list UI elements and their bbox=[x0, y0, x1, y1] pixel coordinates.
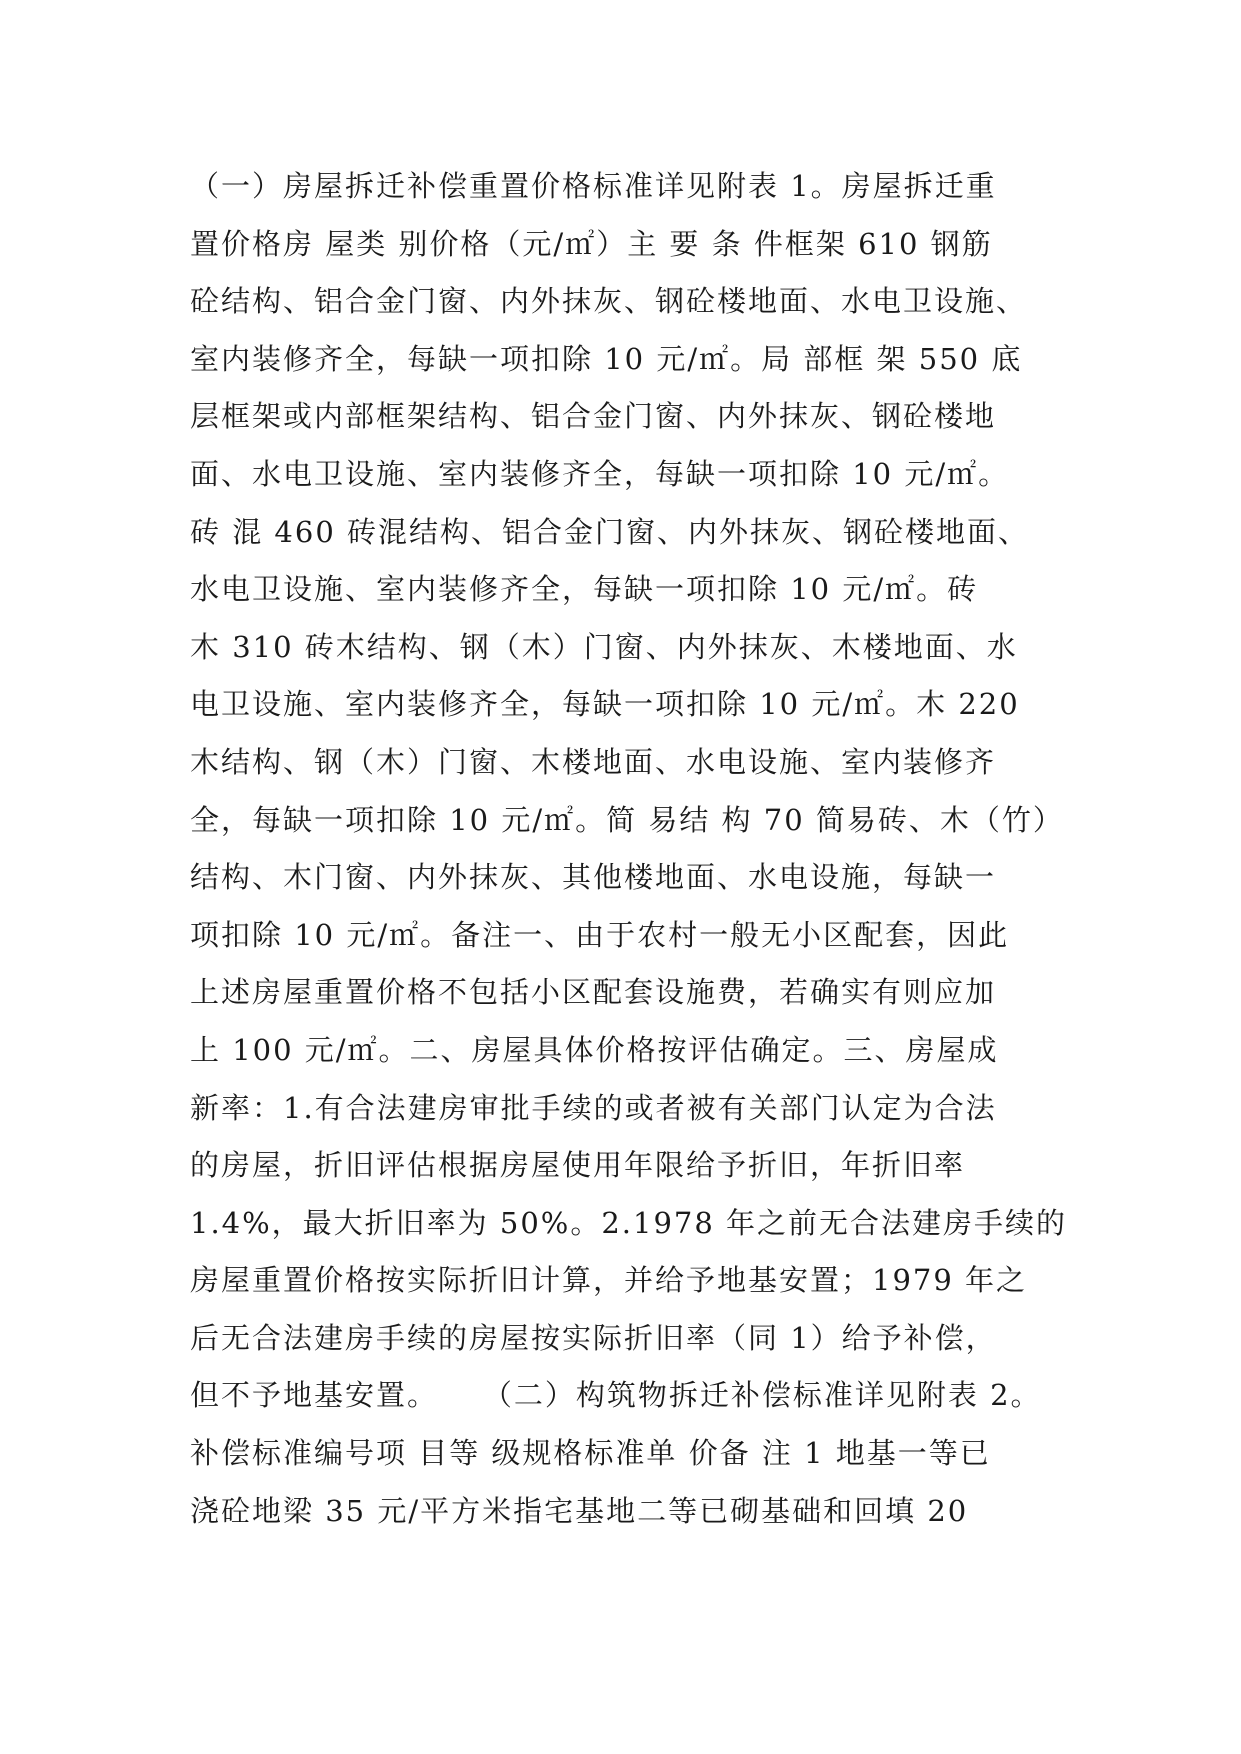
text-line: 补偿标准编号项 目等 级规格标准单 价备 注 1 地基一等已 bbox=[190, 1436, 991, 1471]
text-line: 砼结构、铝合金门窗、内外抹灰、钢砼楼地面、水电卫设施、 bbox=[190, 284, 1028, 319]
text-line: 面、水电卫设施、室内装修齐全，每缺一项扣除 10 元/㎡。 bbox=[190, 456, 1010, 491]
text-line: 新率：1.有合法建房审批手续的或者被有关部门认定为合法 bbox=[190, 1090, 997, 1125]
body-text bbox=[190, 158, 1090, 1540]
text-line: 水电卫设施、室内装修齐全，每缺一项扣除 10 元/㎡。砖 bbox=[190, 572, 979, 607]
text-line: 房屋重置价格按实际折旧计算，并给予地基安置；1979 年之 bbox=[190, 1263, 1028, 1298]
text-line: 浇砼地梁 35 元/平方米指宅基地二等已砌基础和回填 20 bbox=[190, 1493, 969, 1528]
text-line: 后无合法建房手续的房屋按实际折旧率（同 1）给予补偿， bbox=[190, 1320, 997, 1355]
text-line: 全，每缺一项扣除 10 元/㎡。简 易结 构 70 简易砖、木（竹） bbox=[190, 802, 1064, 837]
text-line: 上 100 元/㎡。二、房屋具体价格按评估确定。三、房屋成 bbox=[190, 1032, 999, 1067]
text-line: 木 310 砖木结构、钢（木）门窗、内外抹灰、木楼地面、水 bbox=[190, 629, 1018, 664]
text-line: （一）房屋拆迁补偿重置价格标准详见附表 1。房屋拆迁重 bbox=[190, 169, 997, 203]
text-line: 的房屋，折旧评估根据房屋使用年限给予折旧，年折旧率 bbox=[190, 1148, 966, 1183]
text-line: 木结构、钢（木）门窗、木楼地面、水电设施、室内装修齐 bbox=[190, 744, 997, 779]
text-line: 1.4%，最大折旧率为 50%。2.1978 年之前无合法建房手续的 bbox=[190, 1205, 1068, 1240]
text-line: 上述房屋重置价格不包括小区配套设施费，若确实有则应加 bbox=[190, 975, 997, 1010]
text-line: 室内装修齐全，每缺一项扣除 10 元/㎡。局 部框 架 550 底 bbox=[190, 341, 1023, 376]
text-line: 但不予地基安置。 （二）构筑物拆迁补偿标准详见附表 2。 bbox=[190, 1378, 1042, 1413]
text-line: 结构、木门窗、内外抹灰、其他楼地面、水电设施，每缺一 bbox=[190, 860, 997, 895]
text-line: 置价格房 屋类 别价格（元/㎡）主 要 条 件框架 610 钢筋 bbox=[190, 226, 993, 261]
text-line: 电卫设施、室内装修齐全，每缺一项扣除 10 元/㎡。木 220 bbox=[190, 687, 1020, 722]
text-line: 层框架或内部框架结构、铝合金门窗、内外抹灰、钢砼楼地 bbox=[190, 399, 997, 434]
text-line: 砖 混 460 砖混结构、铝合金门窗、内外抹灰、钢砼楼地面、 bbox=[190, 514, 1030, 549]
text-line: 项扣除 10 元/㎡。备注一、由于农村一般无小区配套，因此 bbox=[190, 917, 1010, 952]
